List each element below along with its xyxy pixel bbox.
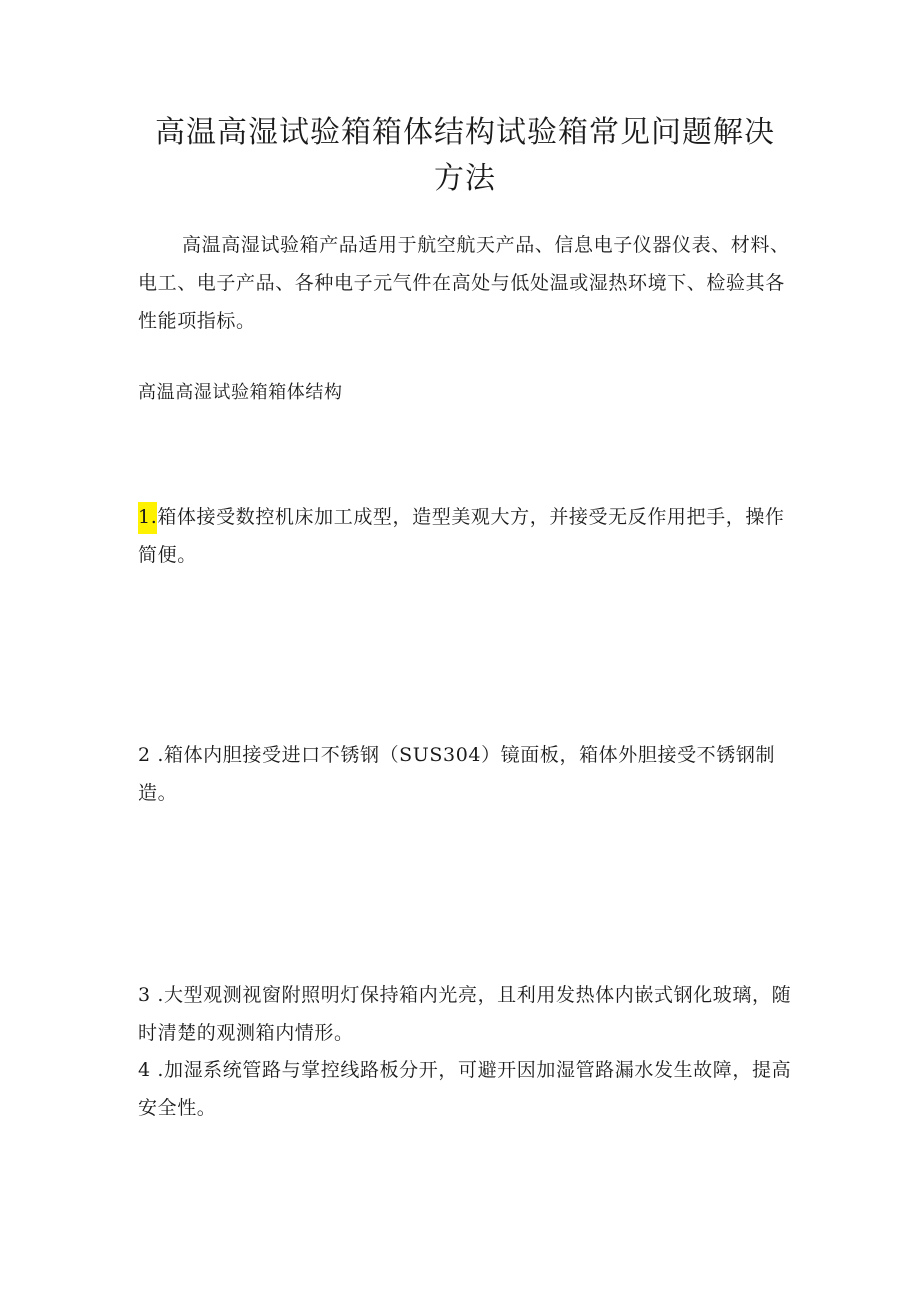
list-item-text: 箱体接受数控机床加工成型，造型美观大方，并接受无反作用把手，操作简便。	[138, 506, 785, 566]
document-title: 高温高湿试验箱箱体结构试验箱常见问题解决方法	[155, 115, 775, 196]
list-item-3	[138, 976, 798, 1052]
list-item-text: 加湿系统管路与掌控线路板分开，可避开因加湿管路漏水发生故障，提高安全性。	[138, 1059, 792, 1119]
item-number: 3 .	[138, 984, 164, 1006]
list-item-text: 大型观测视窗附照明灯保持箱内光亮，且利用发热体内嵌式钢化玻璃，随时清楚的观测箱内情形。	[138, 984, 792, 1044]
item-number-highlighted: 1.	[138, 502, 157, 534]
list-item-1	[138, 498, 798, 574]
list-item-4	[138, 1051, 798, 1127]
intro-paragraph: 高温高湿试验箱产品适用于航空航天产品、信息电子仪器仪表、材料、电工、电子产品、各种电子元气件在高处与低处温或湿热环境下、检验其各性能项指标。	[138, 234, 790, 332]
item-number: 2 .	[138, 744, 164, 766]
item-number: 4 .	[138, 1059, 164, 1081]
section-heading: 高温高湿试验箱箱体结构	[138, 382, 343, 403]
list-item-2	[138, 736, 798, 812]
list-item-text: 箱体内胆接受进口不锈钢（SUS304）镜面板，箱体外胆接受不锈钢制造。	[138, 744, 776, 804]
